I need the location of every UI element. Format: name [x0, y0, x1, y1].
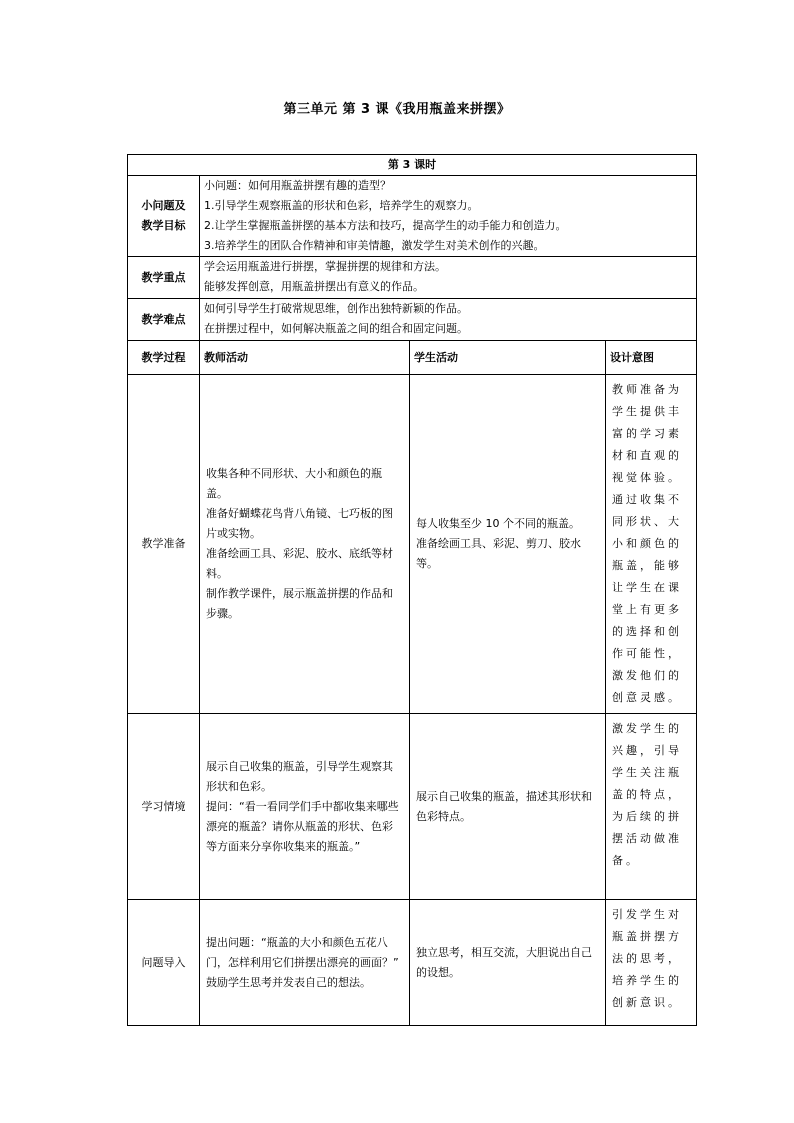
- objectives-label: 小问题及 教学目标: [128, 176, 200, 257]
- difficulty-line: 在拼摆过程中，如何解决瓶盖之间的组合和固定问题。: [204, 322, 468, 335]
- header-teacher: 教师活动: [200, 341, 410, 375]
- key-points-content: [200, 257, 697, 299]
- design-intent: 教师准备为学生提供丰富的学习素材和直观的视觉体验。通过收集不同形状、大小和颜色的瓶盖，能够让学生在课堂上有更多的选择和创作可能性，激发他们的创意灵感。: [606, 375, 697, 714]
- document-title: 第三单元 第 3 课《我用瓶盖来拼摆》: [283, 102, 511, 117]
- stage-label: 问题导入: [128, 900, 200, 1026]
- table-row: [128, 714, 697, 900]
- table-row: [128, 900, 697, 1026]
- teacher-activity: 展示自己收集的瓶盖，引导学生观察其形状和色彩。 提问：“看一看同学们手中都收集来哪些漂亮的瓶盖？请你从瓶盖的形状、色彩等方面来分享你收集来的瓶盖。”: [200, 714, 410, 900]
- header-student: 学生活动: [410, 341, 606, 375]
- stage-label: 学习情境: [128, 714, 200, 900]
- teacher-activity: 收集各种不同形状、大小和颜色的瓶盖。 准备好蝴蝶花鸟背八角镜、七巧板的图片或实物。 准备绘画工具、彩泥、胶水、底纸等材料。 制作教学课件，展示瓶盖拼摆的作品和步骤。: [200, 375, 410, 714]
- key-point-line: 能够发挥创意，用瓶盖拼摆出有意义的作品。: [204, 280, 424, 293]
- stage-label: 教学准备: [128, 375, 200, 714]
- objective-line: 3.培养学生的团队合作精神和审美情趣，激发学生对美术创作的兴趣。: [204, 239, 545, 252]
- difficulties-label: 教学难点: [128, 299, 200, 341]
- header-intent: 设计意图: [606, 341, 697, 375]
- lesson-header: 第 3 课时: [128, 155, 697, 176]
- student-activity: 独立思考，相互交流，大胆说出自己的设想。: [410, 900, 606, 1026]
- header-process: 教学过程: [128, 341, 200, 375]
- key-points-label: 教学重点: [128, 257, 200, 299]
- difficulty-line: 如何引导学生打破常规思维，创作出独特新颖的作品。: [204, 302, 468, 315]
- key-point-line: 学会运用瓶盖进行拼摆，掌握拼摆的规律和方法。: [204, 260, 446, 273]
- design-intent: 引发学生对瓶盖拼摆方法的思考，培养学生的创新意识。: [606, 900, 697, 1026]
- objectives-content: [200, 176, 697, 257]
- objective-line: 2.让学生掌握瓶盖拼摆的基本方法和技巧，提高学生的动手能力和创造力。: [204, 219, 567, 232]
- student-activity: 每人收集至少 10 个不同的瓶盖。 准备绘画工具、彩泥、剪刀、胶水等。: [410, 375, 606, 714]
- lesson-plan-table: [127, 154, 697, 1026]
- objective-line: 小问题：如何用瓶盖拼摆有趣的造型？: [204, 179, 391, 192]
- student-activity: 展示自己收集的瓶盖，描述其形状和色彩特点。: [410, 714, 606, 900]
- design-intent: 激发学生的兴趣，引导学生关注瓶盖的特点，为后续的拼摆活动做准备。: [606, 714, 697, 900]
- teacher-activity: 提出问题：“瓶盖的大小和颜色五花八门，怎样利用它们拼摆出漂亮的画面？” 鼓励学生思考并发表自己的想法。: [200, 900, 410, 1026]
- table-row: [128, 375, 697, 714]
- objective-line: 1.引导学生观察瓶盖的形状和色彩，培养学生的观察力。: [204, 199, 479, 212]
- difficulties-content: [200, 299, 697, 341]
